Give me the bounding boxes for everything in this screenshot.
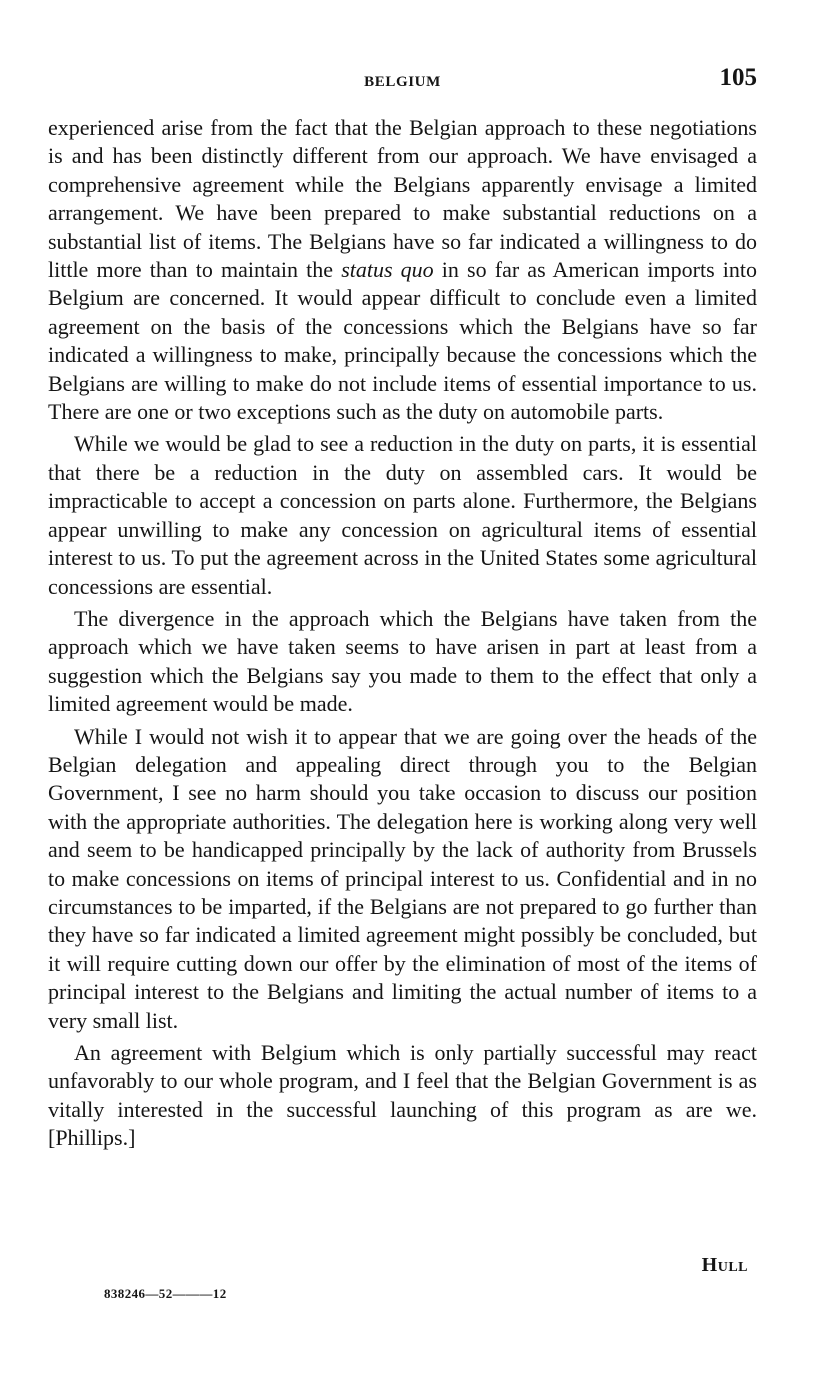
paragraph-text: in so far as American imports into Belgium are concerned. It would appear difficult to conclude even a limited agreement on the basis of the concessions which the Belgians have so far indicated a willingness to make, principally because the concessions which the Belgians are willing to make do not include items of essential importance to us. There are one or two exceptions such as the duty on automobile parts.: [48, 257, 757, 425]
paragraph-continued: [48, 114, 757, 426]
signature: Hull: [701, 1254, 748, 1276]
paragraph: While I would not wish it to appear that we are going over the heads of the Belgian delegation and appealing direct through you to the Belgian Government, I see no harm should you take occasion to discuss our position with the appropriate authorities. The delegation here is working along very well and seem to be handicapped principally by the lack of authority from Brussels to make concessions on items of principal interest to us. Confidential and in no circumstances to be imparted, if the Belgians are not prepared to go further than they have so far indicated a limited agreement might possibly be concluded, but it will require cutting down our offer by the elimination of most of the items of principal interest to the Belgians and limiting the actual number of items to a very small list.: [48, 723, 757, 1033]
body-text: [48, 114, 757, 1157]
paragraph: While we would be glad to see a reduction in the duty on parts, it is essential that there be a reduction in the duty on assembled cars. It would be impracticable to accept a concession on parts alone. Furthermore, the Belgians appear unwilling to make any concession on agricultural items of essential interest to us. To put the agreement across in the United States some agricultural concessions are essential.: [48, 431, 757, 599]
running-header: [48, 64, 757, 100]
paragraph-text: experienced arise from the fact that the Belgian approach to these negotiations is and has been distinctly different from our approach. We have envisaged a comprehensive agreement while the Belgians apparently envisage a limited arrangement. We have been prepared to make substantial reductions on a substantial list of items. The Belgians have so far indicated a willingness to do little more than to maintain the: [48, 115, 757, 283]
printer-code: 838246—52———12: [104, 1286, 227, 1301]
italic-phrase: status quo: [341, 257, 434, 283]
running-title: BELGIUM: [364, 74, 441, 90]
page-number: 105: [719, 64, 757, 91]
paragraph: The divergence in the approach which the Belgians have taken from the approach which we have taken seems to have arisen in part at least from a suggestion which the Belgians say you made to them to the effect that only a limited agreement would be made.: [48, 605, 757, 717]
paragraph: An agreement with Belgium which is only partially successful may react unfavorably to our whole program, and I feel that the Belgian Government is as vitally interested in the successful launching of this program as are we. [Phillips.]: [48, 1040, 757, 1151]
